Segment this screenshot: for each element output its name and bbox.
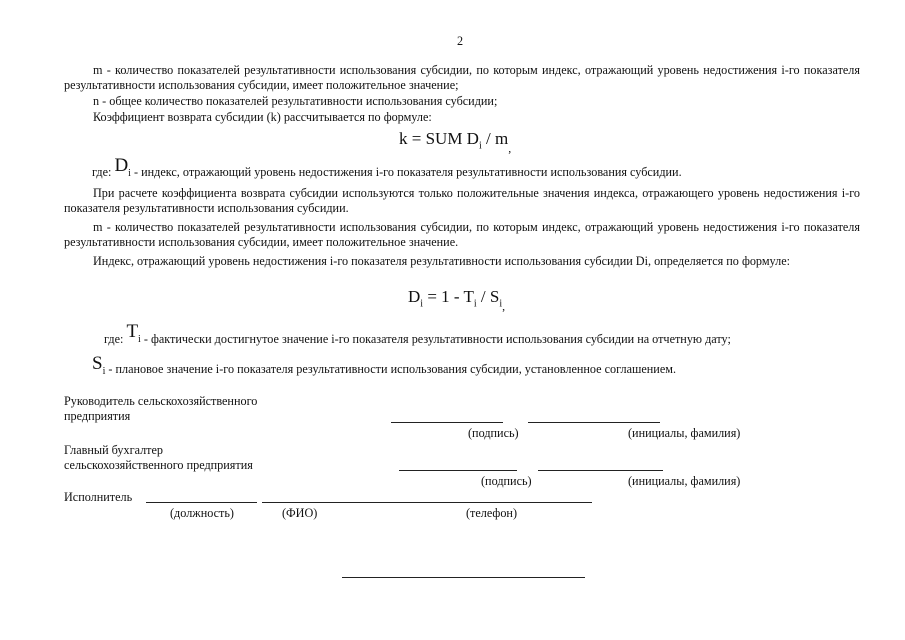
formula-d <box>408 287 506 313</box>
where-label: где: <box>92 165 112 179</box>
formula-k-rhs: / m <box>481 129 509 148</box>
page-number: 2 <box>457 34 464 48</box>
executor-label: Исполнитель <box>64 490 133 504</box>
bottom-separator-line <box>342 577 585 578</box>
definition-di <box>92 155 682 188</box>
formula-d-sub-3: i <box>499 298 503 310</box>
formula-d-eq: = 1 - T <box>423 287 474 306</box>
executor-name-phone-line <box>262 502 592 503</box>
paragraph-n-definition: n - общее количество показателей результативности использования субсидии; <box>93 94 498 108</box>
accountant-initials-line <box>538 470 663 471</box>
di-sub: i <box>128 167 131 179</box>
paragraph-index-intro: Индекс, отражающий уровень недостижения i-го показателя результативности использования субсидии Di, определяется по формуле: <box>93 254 790 268</box>
head-initials-line <box>528 422 660 423</box>
ti-symbol: T <box>126 321 139 342</box>
si-sub: i <box>102 365 106 377</box>
head-signature-caption: (подпись) <box>468 426 519 440</box>
accountant-title-line-1: Главный бухгалтер <box>64 443 164 457</box>
formula-k-lhs: k = SUM D <box>399 129 479 148</box>
where-label-2: где: <box>104 332 124 346</box>
definition-ti <box>104 321 731 355</box>
formula-k <box>399 129 512 155</box>
ti-description: - фактически достигнутое значение i-го показателя результативности использования субсидии на отчетную дату; <box>140 332 731 346</box>
formula-k-sub: i <box>478 140 482 152</box>
head-initials-caption: (инициалы, фамилия) <box>628 426 741 440</box>
accountant-signature-line <box>399 470 517 471</box>
paragraph-m-definition: m - количество показателей результативности использования субсидии, по которым индекс, отражающий уровень недостижения i-го показателя результативности использования субсидии, имеет положительное значение; <box>64 63 860 92</box>
formula-d-tail: , <box>502 299 506 313</box>
paragraph-k-intro: Коэффициент возврата субсидии (k) рассчитывается по формуле: <box>93 110 432 124</box>
ti-sub: i <box>138 333 141 345</box>
formula-d-sub-2: i <box>473 298 477 310</box>
head-signature-line <box>391 422 503 423</box>
accountant-signature-caption: (подпись) <box>481 474 532 488</box>
di-symbol: D <box>114 155 129 176</box>
head-title-line-1: Руководитель сельскохозяйственного <box>64 394 258 408</box>
formula-d-symbol: D <box>408 287 421 306</box>
formula-d-sub-1: i <box>420 298 424 310</box>
paragraph-m-definition-2: m - количество показателей результативности использования субсидии, по которым индекс, отражающий уровень недостижения i-го показателя результативности использования субсидии, имеет положительное значение. <box>64 220 860 249</box>
accountant-title-line-2: сельскохозяйственного предприятия <box>64 458 253 472</box>
head-title-line-2: предприятия <box>64 409 131 423</box>
name-caption: (ФИО) <box>282 506 318 520</box>
accountant-initials-caption: (инициалы, фамилия) <box>628 474 741 488</box>
formula-d-div: / S <box>476 287 500 306</box>
executor-position-line <box>146 502 257 503</box>
formula-k-tail: , <box>508 141 512 155</box>
di-description: - индекс, отражающий уровень недостижения i-го показателя результативности использования субсидии. <box>130 165 682 179</box>
si-symbol: S <box>92 353 103 374</box>
si-description: - плановое значение i-го показателя результативности использования субсидии, установленное соглашением. <box>105 362 676 376</box>
definition-si <box>92 353 676 385</box>
position-caption: (должность) <box>170 506 234 520</box>
paragraph-positive-values: При расчете коэффициента возврата субсидии используются только положительные значения индекса, отражающего уровень недостижения i-го показателя результативности использования субсидии. <box>64 186 860 215</box>
phone-caption: (телефон) <box>466 506 518 520</box>
